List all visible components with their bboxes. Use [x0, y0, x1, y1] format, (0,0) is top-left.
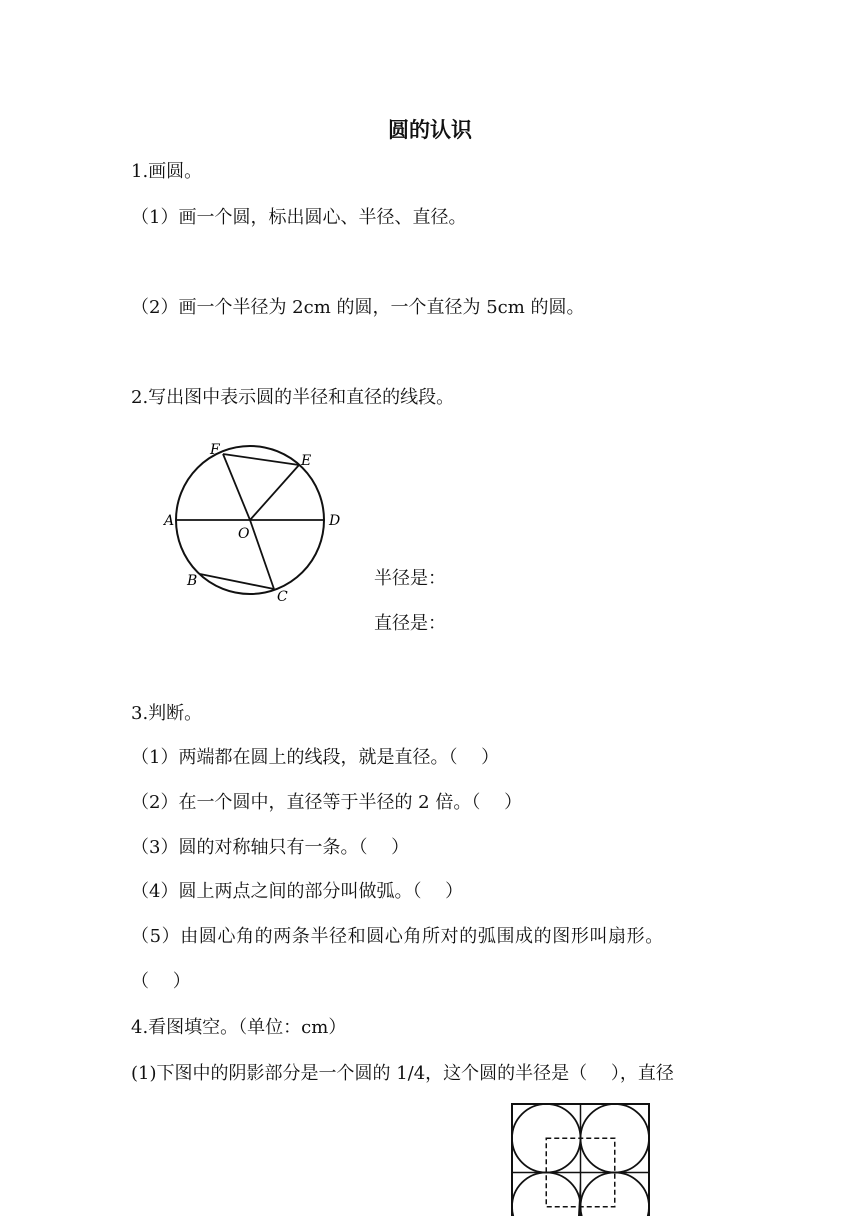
page-title: 圆的认识: [388, 118, 472, 142]
q1-item-1: （1）画一个圆，标出圆心、半径、直径。: [131, 207, 467, 228]
label-B: B: [187, 573, 198, 589]
label-E: E: [301, 453, 312, 469]
radius-label: 半径是：: [374, 568, 446, 589]
q3-item-5: （5）由圆心角的两条半径和圆心角所对的弧围成的图形叫扇形。: [131, 926, 664, 947]
q4-item-1: (1)下图中的阴影部分是一个圆的 1/4，这个圆的半径是（ ），直径: [131, 1063, 674, 1084]
q3-heading: 3.判断。: [131, 703, 203, 724]
segment-BC: [200, 574, 274, 589]
label-O: O: [238, 526, 250, 542]
grid-circles-figure: [508, 1100, 654, 1216]
q3-item-2: （2）在一个圆中，直径等于半径的 2 倍。（ ）: [131, 792, 523, 813]
segment-OE: [250, 465, 299, 520]
label-F: F: [210, 442, 220, 458]
q2-heading: 2.写出图中表示圆的半径和直径的线段。: [131, 387, 455, 408]
q3-item-1: （1）两端都在圆上的线段，就是直径。（ ）: [131, 747, 500, 768]
q1-item-2: （2）画一个半径为 2cm 的圆，一个直径为 5cm 的圆。: [131, 297, 585, 318]
label-D: D: [329, 513, 341, 529]
q4-heading: 4.看图填空。（单位：cm）: [131, 1017, 347, 1038]
label-A: A: [164, 513, 175, 529]
label-C: C: [277, 589, 288, 605]
q3-item-3: （3）圆的对称轴只有一条。（ ）: [131, 837, 410, 858]
q3-item-4: （4）圆上两点之间的部分叫做弧。（ ）: [131, 881, 464, 902]
circle-figure: [156, 434, 356, 606]
q3-item-5-bracket: （ ）: [131, 971, 191, 992]
diameter-label: 直径是：: [374, 613, 446, 634]
segment-OC: [250, 520, 274, 589]
q1-heading: 1.画圆。: [131, 161, 203, 182]
segment-OF: [223, 454, 250, 520]
